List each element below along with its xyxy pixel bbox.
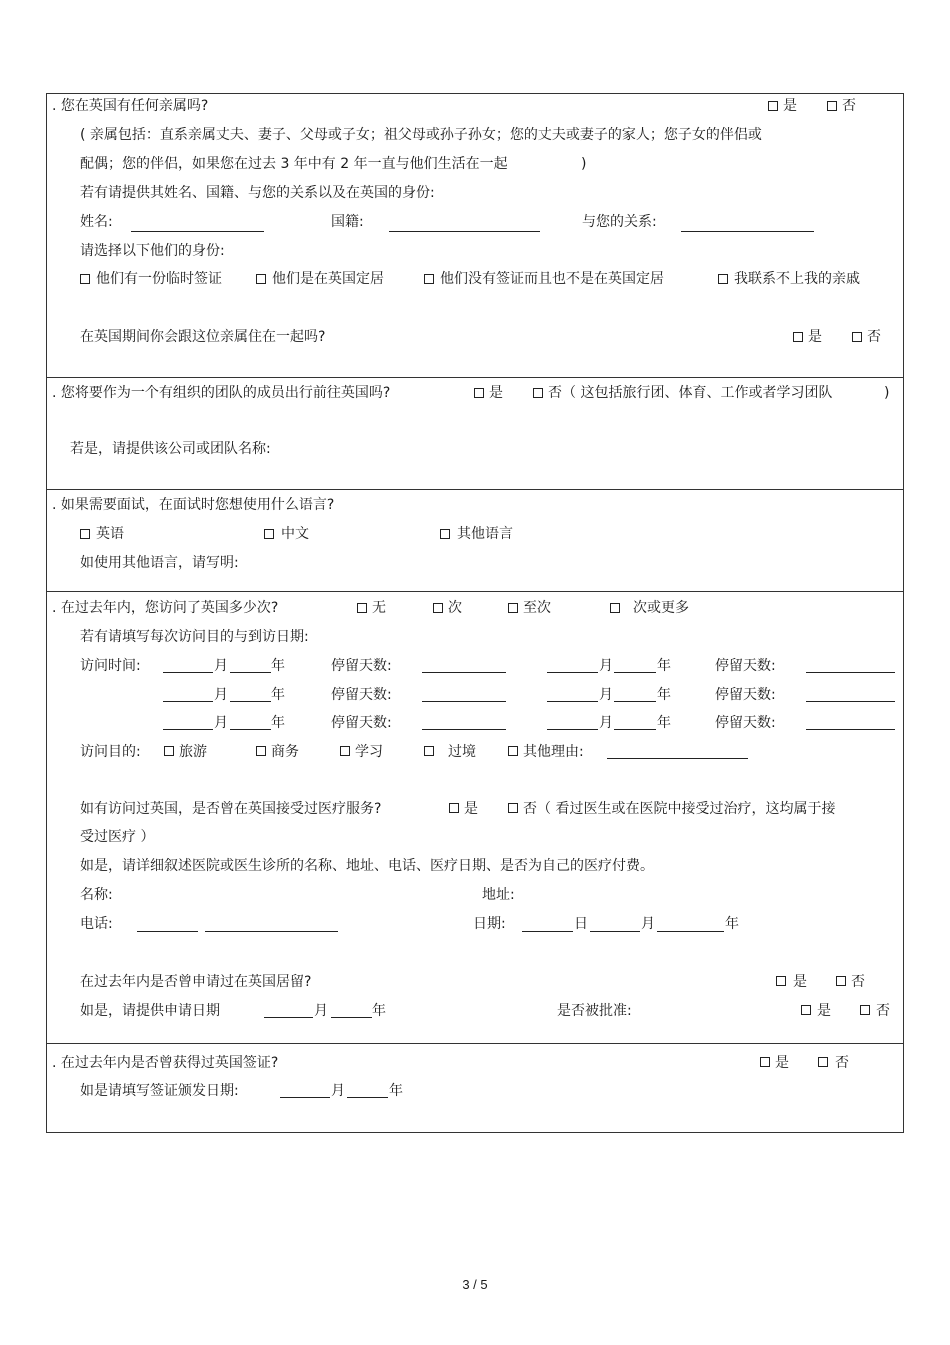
- q1-relation-label: 与您的关系:: [582, 214, 657, 230]
- stay-days-label: 停留天数:: [715, 658, 776, 674]
- page-number: 3 / 5: [462, 1277, 488, 1292]
- q2-company: 若是，请提供该公司或团队名称:: [70, 441, 271, 457]
- visit-month-label: 月: [214, 715, 228, 731]
- medical-name-label: 名称:: [80, 887, 113, 903]
- stay-days-field[interactable]: [422, 729, 506, 730]
- medical-cont: 受过医疗 ）: [80, 829, 155, 845]
- q1-live-yes-checkbox[interactable]: [793, 332, 803, 342]
- medical-no-label: 否（ 看过医生或在医院中接受过治疗，这均属于接: [523, 801, 836, 817]
- purpose-other-checkbox[interactable]: [508, 746, 518, 756]
- purpose-other-label: 其他理由:: [523, 744, 584, 760]
- q1-nationality-label: 国籍:: [331, 214, 364, 230]
- visit-month-label: 月: [214, 658, 228, 674]
- q1-note-close: ): [581, 156, 587, 172]
- visit-month-label: 月: [599, 687, 613, 703]
- purpose-other-field[interactable]: [607, 758, 748, 759]
- q1-note-line2: 配偶；您的伴侣，如果您在过去 3 年中有 2 年一直与他们生活在一起: [80, 156, 508, 172]
- visa-month-field[interactable]: [280, 1097, 330, 1098]
- q4-fill-prompt: 若有请填写每次访问目的与到访日期:: [80, 629, 309, 645]
- visits-none-label: 无: [372, 600, 386, 616]
- lang-english-checkbox[interactable]: [80, 529, 90, 539]
- q1-nationality-field[interactable]: [389, 231, 540, 232]
- purpose-transit-checkbox[interactable]: [424, 746, 434, 756]
- visit-month-field[interactable]: [547, 672, 598, 673]
- medical-date-label: 日期:: [473, 916, 506, 932]
- apply-year-label: 年: [372, 1003, 386, 1019]
- q5-yes-label: 是: [775, 1055, 789, 1071]
- visits-more-label: 次或更多: [633, 600, 689, 616]
- lang-other-checkbox[interactable]: [440, 529, 450, 539]
- q2-no-label: 否（ 这包括旅行团、体育、工作或者学习团队: [548, 385, 833, 401]
- apply-month-label: 月: [314, 1003, 328, 1019]
- visit-year-field[interactable]: [614, 672, 656, 673]
- apply-year-field[interactable]: [331, 1017, 372, 1018]
- residence-yes-label: 是: [793, 974, 807, 990]
- purpose-study-checkbox[interactable]: [340, 746, 350, 756]
- approved-no-label: 否: [876, 1003, 890, 1019]
- visit-year-label: 年: [657, 658, 671, 674]
- stay-days-field[interactable]: [806, 729, 895, 730]
- stay-days-label: 停留天数:: [715, 687, 776, 703]
- residence-no-checkbox[interactable]: [836, 976, 846, 986]
- status-temp-visa-checkbox[interactable]: [80, 274, 90, 284]
- q1-question: . 您在英国有任何亲属吗?: [52, 98, 209, 114]
- visit-year-label: 年: [271, 658, 285, 674]
- medical-yes-label: 是: [464, 801, 478, 817]
- purpose-business-label: 商务: [271, 744, 299, 760]
- lang-english-label: 英语: [96, 526, 124, 542]
- approved-no-checkbox[interactable]: [860, 1005, 870, 1015]
- visit-time-label: 访问时间:: [80, 658, 141, 674]
- q1-live-together: 在英国期间你会跟这位亲属住在一起吗?: [80, 329, 326, 345]
- q3-other-write: 如使用其他语言，请写明:: [80, 555, 239, 571]
- q1-yes-checkbox[interactable]: [768, 101, 778, 111]
- status-no-contact-checkbox[interactable]: [718, 274, 728, 284]
- visits-at-least-checkbox[interactable]: [508, 603, 518, 613]
- lang-chinese-label: 中文: [281, 526, 309, 542]
- lang-chinese-checkbox[interactable]: [264, 529, 274, 539]
- q2-close: ): [884, 385, 890, 401]
- visit-month-field[interactable]: [163, 672, 213, 673]
- visit-year-label: 年: [271, 687, 285, 703]
- purpose-business-checkbox[interactable]: [256, 746, 266, 756]
- section-divider: [47, 489, 903, 490]
- stay-days-field[interactable]: [806, 672, 895, 673]
- q1-provide: 若有请提供其姓名、国籍、与您的关系以及在英国的身份:: [80, 185, 435, 201]
- phone-area-field[interactable]: [137, 931, 198, 932]
- visit-year-field[interactable]: [614, 701, 656, 702]
- q1-relation-field[interactable]: [681, 231, 814, 232]
- visits-times-label: 次: [448, 600, 462, 616]
- visit-month-field[interactable]: [163, 701, 213, 702]
- approved-yes-label: 是: [817, 1003, 831, 1019]
- status-no-visa-checkbox[interactable]: [424, 274, 434, 284]
- visit-year-field[interactable]: [230, 729, 271, 730]
- stay-days-field[interactable]: [806, 701, 895, 702]
- q2-yes-label: 是: [489, 385, 503, 401]
- status-no-contact-label: 我联系不上我的亲戚: [734, 271, 860, 287]
- residence-yes-checkbox[interactable]: [776, 976, 786, 986]
- q3-question: . 如果需要面试，在面试时您想使用什么语言?: [52, 497, 335, 513]
- q1-no-label: 否: [842, 98, 856, 114]
- visit-year-label: 年: [271, 715, 285, 731]
- stay-days-label: 停留天数:: [715, 715, 776, 731]
- q5-no-checkbox[interactable]: [818, 1057, 828, 1067]
- medical-day-label: 日: [574, 916, 588, 932]
- status-no-visa-label: 他们没有签证而且也不是在英国定居: [440, 271, 664, 287]
- purpose-tourism-label: 旅游: [179, 744, 207, 760]
- q1-live-no-checkbox[interactable]: [852, 332, 862, 342]
- section-divider: [47, 1043, 903, 1044]
- visa-month-label: 月: [331, 1083, 345, 1099]
- stay-days-label: 停留天数:: [331, 658, 392, 674]
- purpose-label: 访问目的:: [80, 744, 141, 760]
- medical-year-field[interactable]: [657, 931, 724, 932]
- visits-none-checkbox[interactable]: [357, 603, 367, 613]
- q1-yes-label: 是: [783, 98, 797, 114]
- stay-days-label: 停留天数:: [331, 715, 392, 731]
- medical-question: 如有访问过英国，是否曾在英国接受过医疗服务?: [80, 801, 382, 817]
- purpose-study-label: 学习: [355, 744, 383, 760]
- visit-month-field[interactable]: [547, 701, 598, 702]
- purpose-transit-label: 过境: [448, 744, 476, 760]
- status-settled-checkbox[interactable]: [256, 274, 266, 284]
- apply-month-field[interactable]: [264, 1017, 313, 1018]
- visit-year-field[interactable]: [230, 672, 271, 673]
- visit-month-label: 月: [214, 687, 228, 703]
- phone-number-field[interactable]: [205, 931, 338, 932]
- visit-year-label: 年: [657, 687, 671, 703]
- visit-year-label: 年: [657, 715, 671, 731]
- visit-month-label: 月: [599, 658, 613, 674]
- q1-no-checkbox[interactable]: [827, 101, 837, 111]
- q1-name-label: 姓名:: [80, 214, 113, 230]
- approved-yes-checkbox[interactable]: [801, 1005, 811, 1015]
- medical-yes-checkbox[interactable]: [449, 803, 459, 813]
- approved-label: 是否被批准:: [557, 1003, 632, 1019]
- lang-other-label: 其他语言: [457, 526, 513, 542]
- q2-question: . 您将要作为一个有组织的团队的成员出行前往英国吗?: [52, 385, 391, 401]
- apply-date-label: 如是，请提供申请日期: [80, 1003, 220, 1019]
- section-divider: [47, 591, 903, 592]
- visit-year-field[interactable]: [614, 729, 656, 730]
- q5-question: . 在过去年内是否曾获得过英国签证?: [52, 1055, 279, 1071]
- purpose-tourism-checkbox[interactable]: [164, 746, 174, 756]
- visit-year-field[interactable]: [230, 701, 271, 702]
- q2-no-checkbox[interactable]: [533, 388, 543, 398]
- medical-month-field[interactable]: [590, 931, 640, 932]
- medical-phone-label: 电话:: [80, 916, 113, 932]
- visit-month-field[interactable]: [547, 729, 598, 730]
- residence-no-label: 否: [851, 974, 865, 990]
- visits-times-checkbox[interactable]: [433, 603, 443, 613]
- stay-days-field[interactable]: [422, 672, 506, 673]
- q5-yes-checkbox[interactable]: [760, 1057, 770, 1067]
- stay-days-field[interactable]: [422, 701, 506, 702]
- medical-no-checkbox[interactable]: [508, 803, 518, 813]
- visa-issue-label: 如是请填写签证颁发日期:: [80, 1083, 239, 1099]
- visit-month-label: 月: [599, 715, 613, 731]
- q4-question: . 在过去年内，您访问了英国多少次?: [52, 600, 279, 616]
- residence-question: 在过去年内是否曾申请过在英国居留?: [80, 974, 312, 990]
- section-divider: [47, 377, 903, 378]
- medical-address-label: 地址:: [482, 887, 515, 903]
- medical-month-label: 月: [641, 916, 655, 932]
- q1-status-prompt: 请选择以下他们的身份:: [80, 243, 225, 259]
- status-temp-visa-label: 他们有一份临时签证: [96, 271, 222, 287]
- stay-days-label: 停留天数:: [331, 687, 392, 703]
- visits-more-checkbox[interactable]: [610, 603, 620, 613]
- visits-at-least-label: 至次: [523, 600, 551, 616]
- q1-name-field[interactable]: [131, 231, 264, 232]
- q1-live-yes-label: 是: [808, 329, 822, 345]
- medical-year-label: 年: [725, 916, 739, 932]
- q1-note-line1: ( 亲属包括：直系亲属丈夫、妻子、父母或子女；祖父母或孙子孙女；您的丈夫或妻子的家人；您子女的伴侣或: [80, 127, 762, 143]
- q2-yes-checkbox[interactable]: [474, 388, 484, 398]
- status-settled-label: 他们是在英国定居: [272, 271, 384, 287]
- medical-day-field[interactable]: [522, 931, 573, 932]
- q1-live-no-label: 否: [867, 329, 881, 345]
- visit-month-field[interactable]: [163, 729, 213, 730]
- visa-year-field[interactable]: [347, 1097, 388, 1098]
- visa-year-label: 年: [389, 1083, 403, 1099]
- q5-no-label: 否: [835, 1055, 849, 1071]
- medical-detail: 如是，请详细叙述医院或医生诊所的名称、地址、电话、医疗日期、是否为自己的医疗付费。: [80, 858, 654, 874]
